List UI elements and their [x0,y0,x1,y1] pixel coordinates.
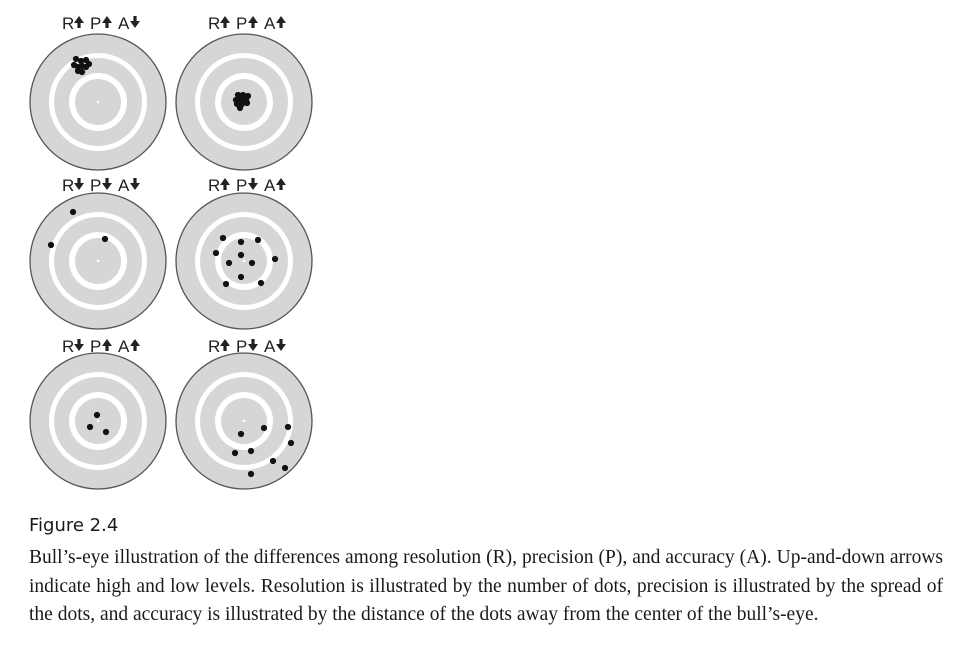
shot-dot [238,431,244,437]
shot-dot [248,471,254,477]
shot-dot [248,448,254,454]
arrow-down-icon [130,178,140,190]
figure-title: Figure 2.4 [29,515,119,536]
label-letter-p: P [90,337,102,356]
target-label [208,337,286,356]
label-letter-a: A [118,176,130,195]
figure-caption: Bull’s-eye illustration of the differences among resolution (R), precision (P), and accuracy (A). Up-and-down arrows indicate high and low levels. Resolution is illustrated by the number of dots, precision is illustrated by the spread of the dots, and accuracy is illustrated by the distance of the dots away from the center of the bull’s-eye. [29,547,943,625]
shot-dot [288,440,294,446]
label-letter-r: R [62,14,75,33]
target-center-point [97,420,100,423]
arrow-down-icon [248,178,258,190]
label-letter-p: P [236,14,248,33]
arrow-down-icon [130,16,140,28]
label-letter-p: P [236,176,248,195]
target-br [176,337,312,489]
shot-dot [285,424,291,430]
shot-dot [48,242,54,248]
target-mr [176,176,312,329]
arrow-up-icon [248,16,258,28]
label-letter-a: A [264,337,276,356]
shot-dot [94,412,100,418]
shot-dot [237,105,243,111]
arrow-down-icon [248,339,258,351]
target-label [208,14,286,33]
shot-dot [238,274,244,280]
shot-dot [226,260,232,266]
shot-dot [249,260,255,266]
shot-dot [102,236,108,242]
label-letter-p: P [90,176,102,195]
shot-dot [213,250,219,256]
target-center-point [97,101,100,104]
label-letter-p: P [236,337,248,356]
shot-dot [282,465,288,471]
arrow-up-icon [220,178,230,190]
label-letter-p: P [90,14,102,33]
label-letter-r: R [208,14,221,33]
arrow-up-icon [220,339,230,351]
target-label [62,14,140,33]
arrow-up-icon [102,16,112,28]
target-label [62,176,140,195]
target-center-point [97,260,100,263]
target-label [62,337,140,356]
target-ml [30,176,166,329]
shot-dot [220,235,226,241]
arrow-up-icon [74,16,84,28]
shot-dot [244,100,250,106]
shot-dot [83,64,89,70]
shot-dot [270,458,276,464]
label-letter-r: R [208,176,221,195]
target-center-point [243,420,246,423]
shot-dot [258,280,264,286]
shot-dot [87,424,93,430]
shot-dot [238,239,244,245]
shot-dot [232,450,238,456]
arrow-down-icon [74,178,84,190]
shot-dot [272,256,278,262]
shot-dot [70,209,76,215]
target-bl [30,337,166,489]
arrow-up-icon [102,339,112,351]
shot-dot [79,69,85,75]
label-letter-r: R [62,337,75,356]
target-tl [30,14,166,170]
arrow-up-icon [276,16,286,28]
label-letter-a: A [264,14,276,33]
label-letter-r: R [62,176,75,195]
label-letter-r: R [208,337,221,356]
shot-dot [255,237,261,243]
shot-dot [261,425,267,431]
target-label [208,176,286,195]
shot-dot [103,429,109,435]
target-tr [176,14,312,170]
arrow-down-icon [102,178,112,190]
arrow-up-icon [130,339,140,351]
label-letter-a: A [118,337,130,356]
target-center-point [243,260,246,263]
label-letter-a: A [264,176,276,195]
label-letter-a: A [118,14,130,33]
shot-dot [238,252,244,258]
arrow-up-icon [276,178,286,190]
shot-dot [223,281,229,287]
arrow-down-icon [276,339,286,351]
arrow-up-icon [220,16,230,28]
arrow-down-icon [74,339,84,351]
